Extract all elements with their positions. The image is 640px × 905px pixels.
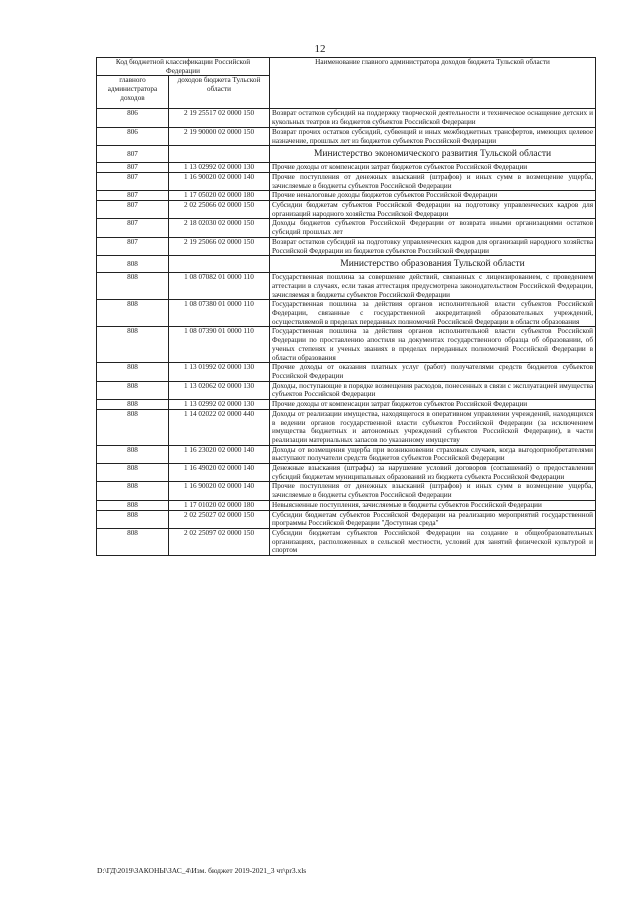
table-row	[97, 127, 596, 145]
table-row	[97, 363, 596, 381]
table-row	[97, 464, 596, 482]
income-code-cell: 1 08 07380 01 0000 110	[169, 300, 270, 327]
admin-code-cell: 808	[97, 464, 169, 482]
admin-code-cell: 806	[97, 127, 169, 145]
income-name-cell: Возврат остатков субсидий на подготовку управленческих кадров для организаций народного хозяйства Российской Федерации из бюджетов субъектов Российской Федерации	[270, 237, 596, 255]
income-code-cell: 2 19 25517 02 0000 150	[169, 109, 270, 127]
admin-code-cell: 808	[97, 500, 169, 510]
income-name-cell: Прочие поступления от денежных взысканий (штрафов) и иных сумм в возмещение ущерба, зачисляемые в бюджеты субъектов Российской Федерации	[270, 482, 596, 500]
admin-code-cell: 808	[97, 400, 169, 410]
income-code-cell: 2 02 25066 02 0000 150	[169, 201, 270, 219]
table-row	[97, 510, 596, 528]
page-number: 12	[314, 43, 326, 55]
income-name-cell: Доходы от возмещения ущерба при возникновении страховых случаев, когда выгодоприобретателями выступают получатели средств бюджетов субъектов Российской Федерации	[270, 445, 596, 463]
admin-code-cell: 807	[97, 172, 169, 190]
admin-code-cell: 808	[97, 273, 169, 300]
table-row	[97, 237, 596, 255]
income-name-cell: Государственная пошлина за совершение действий, связанных с лицензированием, с проведением аттестации в случаях, если такая аттестация предусмотрена законодательством Российской Федерации, зачисляемая в бюджеты субъектов Российской Федерации	[270, 273, 596, 300]
section-title: Министерство образования Тульской области	[270, 256, 596, 273]
header-row-1	[97, 58, 596, 76]
section-title: Министерство экономического развития Тульской области	[270, 146, 596, 163]
admin-code-cell: 808	[97, 300, 169, 327]
kbk-header: Код бюджетной классификации Российской Федерации	[97, 58, 270, 76]
income-name-cell: Субсидии бюджетам субъектов Российской Федерации на создание в общеобразовательных организациях, расположенных в сельской местности, условий для занятий физической культурой и спортом	[270, 528, 596, 555]
income-code-cell: 1 13 02992 02 0000 130	[169, 400, 270, 410]
table-row	[97, 500, 596, 510]
name-header: Наименование главного администратора доходов бюджета Тульской области	[270, 58, 596, 109]
admin-code-cell: 807	[97, 163, 169, 173]
table-body	[97, 109, 596, 556]
income-name-cell: Доходы бюджетов субъектов Российской Федерации от возврата иными организациями остатков субсидий прошлых лет	[270, 219, 596, 237]
table-row	[97, 300, 596, 327]
admin-code-cell: 808	[97, 510, 169, 528]
income-code-cell: 1 16 90020 02 0000 140	[169, 482, 270, 500]
income-code-cell: 1 08 07390 01 0000 110	[169, 327, 270, 363]
admin-code-cell: 808	[97, 381, 169, 399]
income-name-cell: Субсидии бюджетам субъектов Российской Федерации на подготовку управленческих кадров для организаций народного хозяйства Российской Федерации	[270, 201, 596, 219]
table-row	[97, 109, 596, 127]
income-header: доходов бюджета Тульской области	[169, 76, 270, 109]
income-code-cell: 2 02 25027 02 0000 150	[169, 510, 270, 528]
income-name-cell: Государственная пошлина за действия органов исполнительной власти субъектов Российской Федерации, связанные с государственной аккредитацией образовательных учреждений, осуществляемой в пределах переданных полномочий Российской Федерации в области образования	[270, 300, 596, 327]
table-row	[97, 400, 596, 410]
empty-code-cell	[169, 256, 270, 273]
table-row	[97, 327, 596, 363]
table-row	[97, 528, 596, 555]
income-code-cell: 1 16 23020 02 0000 140	[169, 445, 270, 463]
revenue-classification-table	[96, 57, 596, 556]
income-name-cell: Прочие доходы от компенсации затрат бюджетов субъектов Российской Федерации	[270, 163, 596, 173]
income-code-cell: 1 16 49020 02 0000 140	[169, 464, 270, 482]
income-code-cell: 1 14 02022 02 0000 440	[169, 409, 270, 445]
admin-code-cell: 807	[97, 191, 169, 201]
admin-code-cell: 808	[97, 363, 169, 381]
income-code-cell: 2 02 25097 02 0000 150	[169, 528, 270, 555]
admin-code-cell: 808	[97, 409, 169, 445]
section-row	[97, 256, 596, 273]
income-name-cell: Субсидии бюджетам субъектов Российской Федерации на реализацию мероприятий государственной программы Российской Федерации "Доступная среда"	[270, 510, 596, 528]
income-name-cell: Доходы от реализации имущества, находящегося в оперативном управлении учреждений, находящихся в ведении органов государственной власти субъектов Российской Федерации (за исключением имущества бюджетных и автономных учреждений субъектов Российской Федерации), в части реализации материальных запасов по указанному имуществу	[270, 409, 596, 445]
income-name-cell: Прочие доходы от оказания платных услуг (работ) получателями средств бюджетов субъектов Российской Федерации	[270, 363, 596, 381]
admin-header: главного администратора доходов	[97, 76, 169, 109]
file-path-footer: D:\ГД\2019\ЗАКОНЫ\ЗАС_4\Изм. бюджет 2019-2021_3 чт\pr3.xls	[97, 866, 307, 875]
income-code-cell: 2 18 02030 02 0000 150	[169, 219, 270, 237]
income-code-cell: 1 13 02992 02 0000 130	[169, 163, 270, 173]
table-row	[97, 381, 596, 399]
admin-code-cell: 807	[97, 201, 169, 219]
income-name-cell: Возврат остатков субсидий на поддержку творческой деятельности и техническое оснащение детских и кукольных театров из бюджетов субъектов Российской Федерации	[270, 109, 596, 127]
income-name-cell: Возврат прочих остатков субсидий, субвенций и иных межбюджетных трансфертов, имеющих целевое назначение, прошлых лет из бюджетов субъектов Российской Федерации	[270, 127, 596, 145]
income-code-cell: 1 17 01020 02 0000 180	[169, 500, 270, 510]
admin-code-cell: 808	[97, 327, 169, 363]
admin-code-cell: 808	[97, 528, 169, 555]
income-name-cell: Денежные взыскания (штрафы) за нарушение условий договоров (соглашений) о предоставлении субсидий бюджетам муниципальных образований из бюджета субъекта Российской Федерации	[270, 464, 596, 482]
income-name-cell: Невыясненные поступления, зачисляемые в бюджеты субъектов Российской Федерации	[270, 500, 596, 510]
table-row	[97, 163, 596, 173]
table-row	[97, 445, 596, 463]
admin-code-cell: 808	[97, 445, 169, 463]
income-name-cell: Прочие неналоговые доходы бюджетов субъектов Российской Федерации	[270, 191, 596, 201]
admin-code-cell: 808	[97, 482, 169, 500]
empty-code-cell	[169, 146, 270, 163]
table-row	[97, 191, 596, 201]
income-code-cell: 1 08 07082 01 0000 110	[169, 273, 270, 300]
table-row	[97, 172, 596, 190]
income-name-cell: Государственная пошлина за действия органов исполнительной власти субъектов Российской Федерации по проставлению апостиля на документах государственного образца об образовании, об ученых степенях и ученых званиях в пределах переданных полномочий Российской Федерации в области образования	[270, 327, 596, 363]
income-name-cell: Прочие доходы от компенсации затрат бюджетов субъектов Российской Федерации	[270, 400, 596, 410]
income-code-cell: 1 16 90020 02 0000 140	[169, 172, 270, 190]
income-code-cell: 1 13 01992 02 0000 130	[169, 363, 270, 381]
table-row	[97, 201, 596, 219]
table-row	[97, 219, 596, 237]
table-row	[97, 482, 596, 500]
income-code-cell: 2 19 90000 02 0000 150	[169, 127, 270, 145]
income-code-cell: 2 19 25066 02 0000 150	[169, 237, 270, 255]
section-row	[97, 146, 596, 163]
income-code-cell: 1 17 05020 02 0000 180	[169, 191, 270, 201]
admin-code-cell: 807	[97, 219, 169, 237]
table-row	[97, 273, 596, 300]
admin-code-cell: 807	[97, 237, 169, 255]
income-name-cell: Доходы, поступающие в порядке возмещения расходов, понесенных в связи с эксплуатацией имущества субъектов Российской Федерации	[270, 381, 596, 399]
admin-code-cell: 808	[97, 256, 169, 273]
income-code-cell: 1 13 02062 02 0000 130	[169, 381, 270, 399]
admin-code-cell: 807	[97, 146, 169, 163]
income-name-cell: Прочие поступления от денежных взысканий (штрафов) и иных сумм в возмещение ущерба, зачисляемые в бюджеты субъектов Российской Федерации	[270, 172, 596, 190]
admin-code-cell: 806	[97, 109, 169, 127]
table-row	[97, 409, 596, 445]
